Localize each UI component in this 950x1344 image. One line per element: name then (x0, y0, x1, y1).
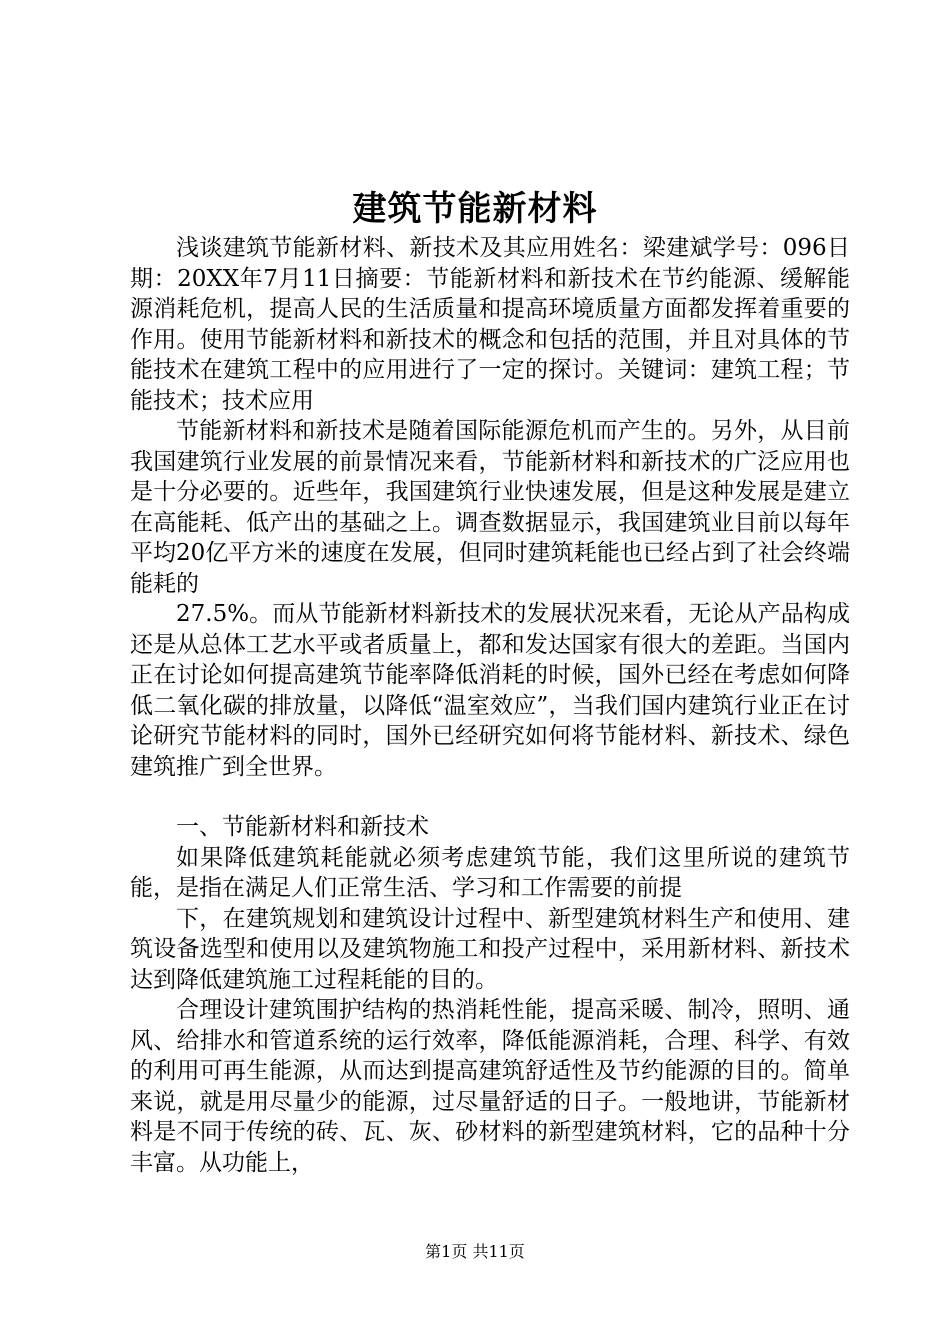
paragraph-comparison: 27.5%。而从节能新材料新技术的发展状况来看，无论从产品构成还是从总体工艺水平或者质量上，都和发达国家有很大的差距。当国内正在讨论如何提高建筑节能率降低消耗的时候，国外已经在考虑如何降低二氧化碳的排放量，以降低“温室效应”，当我们国内建筑行业正在讨论研究节能材料的同时，国外已经研究如何将节能材料、新技术、绿色建筑推广到全世界。 (130, 601, 850, 780)
paragraph-abstract: 浅谈建筑节能新材料、新技术及其应用姓名：梁建斌学号：096日期：20XX年7月11日摘要：节能新材料和新技术在节约能源、缓解能源消耗危机，提高人民的生活质量和提高环境质量方面都发挥着重要的作用。使用节能新材料和新技术的概念和包括的范围，并且对具体的节能技术在建筑工程中的应用进行了一定的探讨。关键词：建筑工程；节能技术；技术应用 (130, 235, 850, 414)
document-title: 建筑节能新材料 (352, 189, 598, 229)
document-body (130, 233, 850, 1178)
paragraph-background: 节能新材料和新技术是随着国际能源危机而产生的。另外，从目前我国建筑行业发展的前景情况来看，节能新材料和新技术的广泛应用也是十分必要的。近些年，我国建筑行业快速发展，但是这种发展是建立在高能耗、低产出的基础之上。调查数据显示，我国建筑业目前以每年平均20亿平方米的速度在发展，但同时建筑耗能也已经占到了社会终端能耗的 (130, 418, 850, 597)
paragraph-definition: 如果降低建筑耗能就必须考虑建筑节能，我们这里所说的建筑节能，是指在满足人们正常生活、学习和工作需要的前提 (130, 844, 850, 901)
section-heading: 一、节能新材料和新技术 (176, 814, 429, 840)
paragraph-definition-continued: 下，在建筑规划和建筑设计过程中、新型建筑材料生产和使用、建筑设备选型和使用以及建筑物施工和投产过程中，采用新材料、新技术达到降低建筑施工过程耗能的目的。 (130, 905, 850, 993)
page-footer: 第1页 共11页 (425, 1242, 525, 1261)
paragraph-design: 合理设计建筑围护结构的热消耗性能，提高采暖、制冷，照明、通风、给排水和管道系统的运行效率，降低能源消耗，合理、科学、有效的利用可再生能源，从而达到提高建筑舒适性及节约能源的目的。简单来说，就是用尽量少的能源，过尽量舒适的日子。一般地讲，节能新材料是不同于传统的砖、瓦、灰、砂材料的新型建筑材料，它的品种十分丰富。从功能上， (130, 997, 850, 1176)
